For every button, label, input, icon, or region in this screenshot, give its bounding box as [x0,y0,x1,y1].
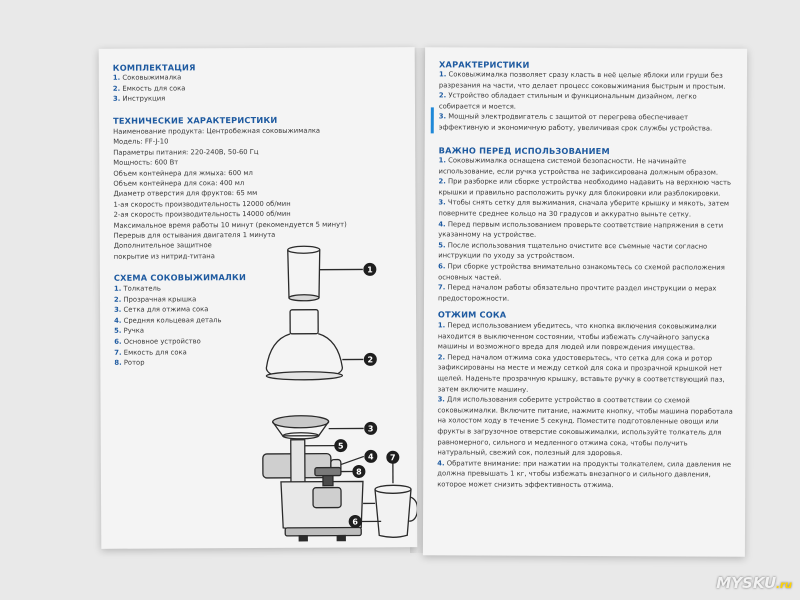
spec-line: Модель: FF-J-10 [113,137,169,147]
diagram-label-1: 1 [367,265,373,275]
diagram-label-6: 6 [352,517,358,527]
list-item: 4. Перед первым использованием проверьте соответствие напряжения в сети указанному на устройстве. [438,219,724,239]
spec-line: Наименование продукта: Центробежная соковыжималка [113,126,321,136]
kit-title: КОМПЛЕКТАЦИЯ [112,62,196,73]
list-item: 4. Средняя кольцевая деталь [114,315,222,325]
diagram-label-8: 8 [356,467,362,477]
list-item: 3. Для использования соберите устройство в соответствии со схемой соковыжималки. Включите питание, нажмите кнопку, чтобы машина поработала на холостом ходу в течение 5 секунд. Поместите подготовленные овощи или фрукты в загрузочное отверстие соковыжималки, используйте толкатель для равномерного, сильного и медленного отжима сока, чтобы получить натуральный, свежий сок, полезный для здоровья. [437,395,733,458]
spec-line: 2-ая скорость производительность 14000 об/мин [113,210,291,220]
scheme-title: СХЕМА СОКОВЫЖИМАЛКИ [113,272,247,283]
list-item: 1. Соковыжималка оснащена системой безопасности. Не начинайте использование, если ручка устройства не зафиксирована должным образом. [438,156,719,177]
list-item: 7. Емкость для сока [114,347,187,357]
scheme-list [114,283,222,368]
list-item: 8. Ротор [114,358,145,367]
spec-line: Дополнительное защитное [113,241,212,251]
section-marker [431,107,434,133]
list-item: 2. Перед началом отжима сока удостоверьтесь, что сетка для сока и ротор зафиксированы на месте и между сеткой для сока и прозрачной крышкой нет щелей. Наденьте прозрачную крышку, вставьте ручку в соответствующий паз, затем включите машину. [437,353,725,394]
characteristics-list [439,69,737,134]
spec-line: Объем контейнера для жмыха: 600 мл [113,168,253,178]
list-item: 1. Перед использованием убедитесь, что кнопка включения соковыжималки находится в выключенном состоянии, чтобы избежать случайного запуска машины и возможного вреда для людей или повреждения имущества. [437,321,717,352]
jug-part [375,485,417,537]
list-item: 5. После использования тщательно очистите все съемные части согласно инструкции по уходу за устройством. [438,241,708,261]
spec-line: Диаметр отверстия для фруктов: 65 мм [113,189,258,199]
list-item: 2. Прозрачная крышка [113,294,197,304]
spec-line: Мощность: 600 Вт [113,158,179,167]
site-watermark: MYSKU.ru [716,574,792,592]
diagram-label-4: 4 [368,452,374,462]
list-item: 6. При сборке устройства внимательно ознакомьтесь со схемой расположения основных частей. [438,262,725,282]
list-item: 1. Толкатель [113,284,161,293]
pusher-part [288,246,320,301]
spec-line: Объем контейнера для сока: 400 мл [113,179,245,188]
list-item: 2. Емкость для сока [112,83,186,93]
left-page [99,47,418,549]
list-item: 3. Чтобы снять сетку для выжимания, сначала уберите крышку и мякоть, затем поверните среднее кольцо на 30 градусов и аккуратно выньте сетку. [438,198,730,219]
spec-line: 1-ая скорость производительность 12000 об/мин [113,199,291,209]
spec-line: покрытие из нитрид-титана [113,252,215,261]
right-page [423,47,747,556]
list-item: 2. Устройство обладает стильным и функциональным дизайном, легко собирается и моется. [438,91,697,111]
spec-line: Перерыв для остывания двигателя 1 минута [113,230,276,240]
spec-line: Максимальное время работы 10 минут (рекомендуется 5 минут) [113,220,347,230]
characteristics-title: ХАРАКТЕРИСТИКИ [439,59,530,70]
kit-list [113,72,186,104]
juicer-base-diagram [271,427,418,546]
juicing-title: ОТЖИМ СОКА [437,309,507,320]
list-item: 3. Инструкция [112,94,166,103]
cover-part [266,310,342,380]
important-title: ВАЖНО ПЕРЕД ИСПОЛЬЗОВАНИЕМ [438,145,610,157]
list-item: 4. Обратите внимание: при нажатии на продукты толкателем, сила давления не должна превышать 1 кг, чтобы избежать внезапного и сильного давления, которое может снизить эффективность отжима. [437,459,732,490]
juicing-list [437,320,736,491]
base-part [281,481,363,540]
list-item: 2. При разборке или сборке устройства необходимо надавить на верхнюю часть крышки и правильно расположить ручку для блокировки или разблокировки. [438,177,732,198]
spec-line: Параметры питания: 220-240В, 50-60 Гц [113,147,259,157]
diagram-label-3: 3 [367,424,374,434]
list-item: 6. Основное устройство [114,337,201,346]
list-item: 3. Мощный электродвигатель с защитой от перегрева обеспечивает эффективную и экономичную работу, увеличивая срок службы устройства. [438,112,713,133]
list-item: 5. Ручка [114,326,145,336]
diagram-label-2: 2 [367,355,374,365]
important-list [438,155,737,305]
list-item: 7. Перед началом работы обязательно прочтите раздел инструкции о мерах предосторожности. [437,283,717,303]
spec-title: ТЕХНИЧЕСКИЕ ХАРАКТЕРИСТИКИ [113,114,278,126]
list-item: 1. Соковыжималка позволяет сразу класть в неё целые яблоки или груши без разрезания на части, что делает процесс соковыжимания быстрым и простым. [438,70,726,91]
diagram-label-5: 5 [337,441,344,451]
list-item: 3. Сетка для отжима сока [114,305,209,314]
diagram-label-7: 7 [390,453,396,463]
list-item: 1. Соковыжималка [112,73,182,82]
